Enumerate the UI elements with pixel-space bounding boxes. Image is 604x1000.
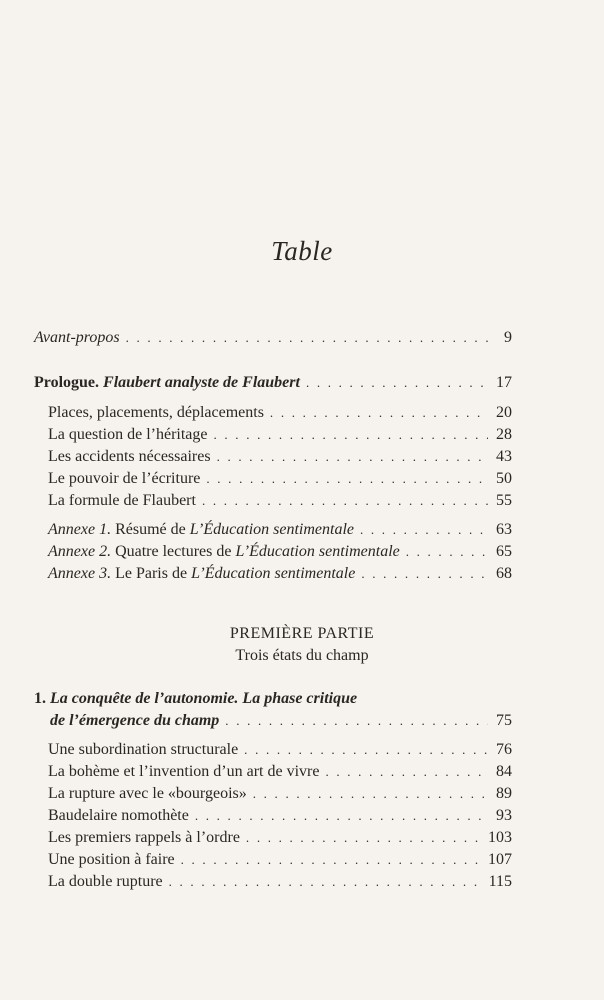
toc-page-number: 89 — [496, 785, 512, 802]
dot-leader — [206, 468, 488, 490]
toc-entry-label — [34, 688, 357, 710]
dot-leader — [325, 761, 488, 783]
chapter-number: 1. — [34, 690, 46, 707]
annex-prefix: Annexe 2. — [48, 543, 112, 560]
toc-page-number: 17 — [496, 374, 512, 391]
toc-entry-label: Une position à faire — [48, 851, 175, 868]
toc-page-number: 68 — [496, 565, 512, 582]
page-title: Table — [271, 236, 333, 266]
annex-text: Résumé de — [115, 521, 186, 538]
toc-subentry — [48, 783, 512, 805]
dot-leader — [270, 402, 488, 424]
toc-entry-label: Une subordination structurale — [48, 741, 239, 758]
annex-work: L’Éducation sentimentale — [191, 565, 356, 582]
toc-entry-label: La question de l’héritage — [48, 426, 208, 443]
toc-page-number: 65 — [496, 543, 512, 560]
annex-text: Le Paris de — [115, 565, 188, 582]
toc-entry-label: La rupture avec le «bourgeois» — [48, 785, 247, 802]
toc-page-number: 75 — [496, 712, 512, 729]
toc-page-number: 28 — [496, 426, 512, 443]
toc-page-number: 55 — [496, 492, 512, 509]
toc-subentry — [48, 739, 512, 761]
toc-page-number: 63 — [496, 521, 512, 538]
toc-entry-label: Places, placements, déplacements — [48, 404, 264, 421]
toc-page-number: 107 — [488, 851, 512, 868]
toc-annex-entry — [48, 563, 512, 585]
dot-leader — [406, 541, 488, 563]
toc-entry-label: Le pouvoir de l’écriture — [48, 470, 201, 487]
toc-entry-prologue — [34, 372, 512, 394]
toc-subentry — [48, 402, 512, 424]
toc-page-number: 115 — [488, 873, 512, 890]
dot-leader — [253, 783, 488, 805]
dot-leader — [225, 710, 488, 732]
dot-leader — [202, 490, 488, 512]
toc-entry-label: Baudelaire nomothète — [48, 807, 189, 824]
toc-entry-label — [34, 372, 300, 394]
dot-leader — [181, 849, 482, 871]
toc-subentry — [48, 490, 512, 512]
toc-subentry — [48, 827, 512, 849]
toc-page-number: 43 — [496, 448, 512, 465]
dot-leader — [360, 519, 488, 541]
toc-annex-entry — [48, 541, 512, 563]
prologue-title: Flaubert analyste de Flaubert — [103, 374, 300, 391]
toc-entry-label: La formule de Flaubert — [48, 492, 196, 509]
toc-page-number: 84 — [496, 763, 512, 780]
toc-subentry — [48, 805, 512, 827]
toc-page-number: 93 — [496, 807, 512, 824]
dot-leader — [244, 739, 488, 761]
chapter-title: La conquête de l’autonomie. La phase critique — [50, 690, 358, 707]
toc-entry-label: Les accidents nécessaires — [48, 448, 211, 465]
toc-entry-label — [48, 541, 400, 563]
dot-leader — [169, 871, 483, 893]
dot-leader — [246, 827, 482, 849]
toc-subentry — [48, 446, 512, 468]
toc-entry-label — [48, 519, 354, 541]
annex-text: Quatre lectures de — [115, 543, 232, 560]
toc-annex-entry — [48, 519, 512, 541]
prologue-prefix: Prologue. — [34, 374, 100, 391]
dot-leader — [217, 446, 488, 468]
toc-entry-label: Avant-propos — [34, 329, 120, 346]
annex-prefix: Annexe 3. — [48, 565, 112, 582]
toc-page-number: 9 — [504, 329, 512, 346]
annex-prefix: Annexe 1. — [48, 521, 112, 538]
toc-subentry — [48, 849, 512, 871]
toc-page-number: 103 — [488, 829, 512, 846]
toc-subentry — [48, 424, 512, 446]
dot-leader — [214, 424, 489, 446]
chapter-title-line1 — [34, 688, 512, 710]
dot-leader — [306, 372, 488, 394]
part-heading: PREMIÈRE PARTIE — [229, 625, 375, 642]
annex-work: L’Éducation sentimentale — [235, 543, 400, 560]
chapter-title-line2: de l’émergence du champ — [50, 712, 220, 729]
dot-leader — [361, 563, 488, 585]
toc-page-number: 76 — [496, 741, 512, 758]
toc-page-number: 50 — [496, 470, 512, 487]
toc-entry-label: La double rupture — [48, 873, 163, 890]
dot-leader — [195, 805, 488, 827]
toc-subentry — [48, 871, 512, 893]
toc-entry-chapter1 — [50, 710, 512, 732]
toc-entry-avant-propos — [34, 327, 512, 349]
annex-work: L’Éducation sentimentale — [189, 521, 354, 538]
toc-entry-label: Les premiers rappels à l’ordre — [48, 829, 240, 846]
toc-entry-label: La bohème et l’invention d’un art de vivre — [48, 763, 320, 780]
part-subtitle: Trois états du champ — [235, 647, 369, 664]
toc-entry-label — [48, 563, 355, 585]
toc-subentry — [48, 761, 512, 783]
toc-page-number: 20 — [496, 404, 512, 421]
toc-subentry — [48, 468, 512, 490]
dot-leader — [126, 327, 488, 349]
